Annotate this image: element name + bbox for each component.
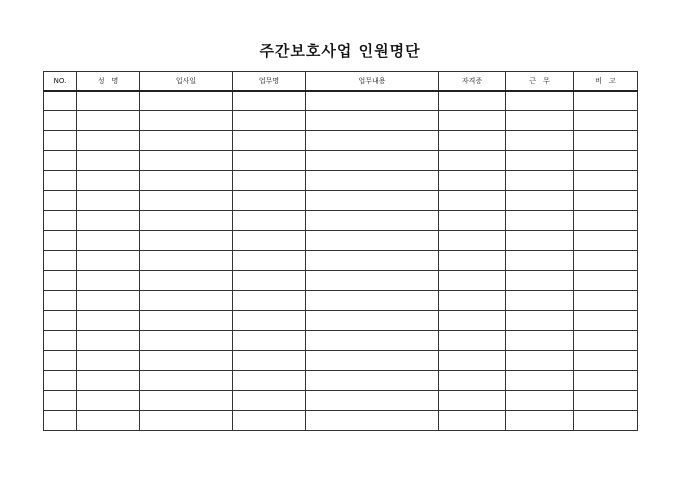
table-cell[interactable] — [77, 171, 140, 191]
table-cell[interactable] — [77, 291, 140, 311]
table-cell[interactable] — [574, 251, 638, 271]
table-cell[interactable] — [306, 231, 439, 251]
table-cell[interactable] — [77, 351, 140, 371]
table-cell[interactable] — [77, 391, 140, 411]
table-cell[interactable] — [77, 211, 140, 231]
column-header-job-description: 업무내용 — [306, 72, 439, 91]
table-cell[interactable] — [44, 291, 77, 311]
table-cell[interactable] — [439, 251, 506, 271]
table-cell[interactable] — [233, 171, 306, 191]
table-row — [44, 311, 638, 331]
table-cell[interactable] — [439, 271, 506, 291]
table-cell[interactable] — [233, 371, 306, 391]
table-cell[interactable] — [306, 151, 439, 171]
table-cell[interactable] — [506, 311, 574, 331]
table-row — [44, 111, 638, 131]
table-cell[interactable] — [506, 251, 574, 271]
table-row — [44, 391, 638, 411]
table-cell[interactable] — [233, 191, 306, 211]
table-row — [44, 351, 638, 371]
table-cell[interactable] — [306, 391, 439, 411]
table-cell[interactable] — [44, 171, 77, 191]
table-cell[interactable] — [439, 391, 506, 411]
table-cell[interactable] — [506, 331, 574, 351]
table-row — [44, 151, 638, 171]
table-cell[interactable] — [306, 131, 439, 151]
table-cell[interactable] — [574, 391, 638, 411]
table-row — [44, 411, 638, 431]
table-cell[interactable] — [306, 171, 439, 191]
table-cell[interactable] — [233, 291, 306, 311]
table-cell[interactable] — [574, 231, 638, 251]
table-cell[interactable] — [233, 91, 306, 111]
table-cell[interactable] — [77, 91, 140, 111]
table-cell[interactable] — [140, 411, 233, 431]
table-cell[interactable] — [306, 111, 439, 131]
table-cell[interactable] — [574, 91, 638, 111]
table-cell[interactable] — [574, 151, 638, 171]
table-cell[interactable] — [306, 251, 439, 271]
table-cell[interactable] — [439, 411, 506, 431]
table-cell[interactable] — [233, 111, 306, 131]
table-cell[interactable] — [506, 111, 574, 131]
table-cell[interactable] — [140, 131, 233, 151]
table-cell[interactable] — [140, 111, 233, 131]
table-cell[interactable] — [574, 171, 638, 191]
table-cell[interactable] — [506, 131, 574, 151]
table-cell[interactable] — [574, 411, 638, 431]
table-cell[interactable] — [140, 191, 233, 211]
table-cell[interactable] — [233, 411, 306, 431]
table-cell[interactable] — [44, 151, 77, 171]
table-cell[interactable] — [44, 331, 77, 351]
table-cell[interactable] — [233, 311, 306, 331]
table-cell[interactable] — [233, 231, 306, 251]
table-cell[interactable] — [506, 191, 574, 211]
table-cell[interactable] — [233, 151, 306, 171]
table-cell[interactable] — [44, 131, 77, 151]
table-cell[interactable] — [140, 271, 233, 291]
table-cell[interactable] — [140, 91, 233, 111]
table-cell[interactable] — [44, 91, 77, 111]
table-cell[interactable] — [506, 231, 574, 251]
table-cell[interactable] — [140, 171, 233, 191]
column-header-job-title: 업무명 — [233, 72, 306, 91]
table-cell[interactable] — [140, 231, 233, 251]
table-cell[interactable] — [44, 191, 77, 211]
table-cell[interactable] — [506, 351, 574, 371]
table-cell[interactable] — [77, 191, 140, 211]
table-cell[interactable] — [506, 171, 574, 191]
table-cell[interactable] — [140, 211, 233, 231]
table-cell[interactable] — [44, 251, 77, 271]
table-cell[interactable] — [44, 231, 77, 251]
table-cell[interactable] — [44, 271, 77, 291]
table-cell[interactable] — [233, 131, 306, 151]
table-cell[interactable] — [506, 371, 574, 391]
table-cell[interactable] — [439, 231, 506, 251]
table-cell[interactable] — [140, 351, 233, 371]
table-cell[interactable] — [77, 411, 140, 431]
column-header-no: NO. — [44, 72, 77, 91]
table-cell[interactable] — [233, 211, 306, 231]
table-row — [44, 191, 638, 211]
table-cell[interactable] — [233, 331, 306, 351]
table-cell[interactable] — [140, 371, 233, 391]
table-cell[interactable] — [233, 391, 306, 411]
table-cell[interactable] — [44, 391, 77, 411]
table-cell[interactable] — [439, 311, 506, 331]
table-cell[interactable] — [574, 131, 638, 151]
table-cell[interactable] — [574, 351, 638, 371]
table-cell[interactable] — [506, 271, 574, 291]
table-cell[interactable] — [77, 371, 140, 391]
table-cell[interactable] — [439, 91, 506, 111]
table-cell[interactable] — [574, 111, 638, 131]
table-cell[interactable] — [306, 351, 439, 371]
table-cell[interactable] — [306, 271, 439, 291]
table-cell[interactable] — [77, 251, 140, 271]
table-cell[interactable] — [506, 291, 574, 311]
table-cell[interactable] — [439, 331, 506, 351]
table-cell[interactable] — [439, 151, 506, 171]
table-row — [44, 371, 638, 391]
table-cell[interactable] — [574, 371, 638, 391]
table-cell[interactable] — [306, 331, 439, 351]
table-row — [44, 211, 638, 231]
table-cell[interactable] — [506, 411, 574, 431]
table-cell[interactable] — [506, 391, 574, 411]
table-cell[interactable] — [77, 111, 140, 131]
table-row — [44, 271, 638, 291]
table-row — [44, 291, 638, 311]
table-cell[interactable] — [44, 311, 77, 331]
table-cell[interactable] — [140, 311, 233, 331]
table-row — [44, 91, 638, 111]
table-cell[interactable] — [306, 371, 439, 391]
table-cell[interactable] — [306, 91, 439, 111]
table-cell[interactable] — [574, 291, 638, 311]
table-cell[interactable] — [140, 251, 233, 271]
table-cell[interactable] — [306, 411, 439, 431]
table-cell[interactable] — [439, 131, 506, 151]
table-row — [44, 131, 638, 151]
table-cell[interactable] — [506, 211, 574, 231]
table-cell[interactable] — [574, 331, 638, 351]
roster-body — [44, 91, 638, 431]
column-header-work: 근 무 — [506, 72, 574, 91]
table-cell[interactable] — [77, 311, 140, 331]
column-header-remarks: 비 고 — [574, 72, 638, 91]
table-cell[interactable] — [439, 111, 506, 131]
column-header-name: 성 명 — [77, 72, 140, 91]
table-cell[interactable] — [306, 211, 439, 231]
table-cell[interactable] — [233, 251, 306, 271]
table-cell[interactable] — [439, 191, 506, 211]
table-cell[interactable] — [306, 191, 439, 211]
table-cell[interactable] — [233, 271, 306, 291]
table-cell[interactable] — [506, 151, 574, 171]
column-header-certificate: 자격증 — [439, 72, 506, 91]
table-cell[interactable] — [140, 331, 233, 351]
table-cell[interactable] — [140, 151, 233, 171]
table-cell[interactable] — [439, 291, 506, 311]
table-cell[interactable] — [233, 351, 306, 371]
table-cell[interactable] — [77, 131, 140, 151]
table-cell[interactable] — [77, 331, 140, 351]
table-cell[interactable] — [77, 231, 140, 251]
table-cell[interactable] — [574, 271, 638, 291]
table-cell[interactable] — [439, 211, 506, 231]
table-cell[interactable] — [44, 211, 77, 231]
table-cell[interactable] — [439, 351, 506, 371]
table-cell[interactable] — [44, 371, 77, 391]
table-cell[interactable] — [574, 211, 638, 231]
page-title: 주간보호사업 인원명단 — [259, 42, 421, 60]
table-row — [44, 331, 638, 351]
table-cell[interactable] — [439, 171, 506, 191]
table-cell[interactable] — [44, 351, 77, 371]
table-cell[interactable] — [306, 311, 439, 331]
column-header-hire-date: 입사일 — [140, 72, 233, 91]
table-cell[interactable] — [44, 411, 77, 431]
roster-table — [43, 71, 638, 431]
table-row — [44, 171, 638, 191]
table-cell[interactable] — [140, 291, 233, 311]
table-cell[interactable] — [140, 391, 233, 411]
table-cell[interactable] — [574, 191, 638, 211]
table-cell[interactable] — [306, 291, 439, 311]
table-row — [44, 251, 638, 271]
table-cell[interactable] — [77, 151, 140, 171]
table-row — [44, 231, 638, 251]
table-cell[interactable] — [574, 311, 638, 331]
table-cell[interactable] — [506, 91, 574, 111]
table-cell[interactable] — [439, 371, 506, 391]
table-cell[interactable] — [77, 271, 140, 291]
header-row — [44, 72, 638, 91]
table-cell[interactable] — [44, 111, 77, 131]
